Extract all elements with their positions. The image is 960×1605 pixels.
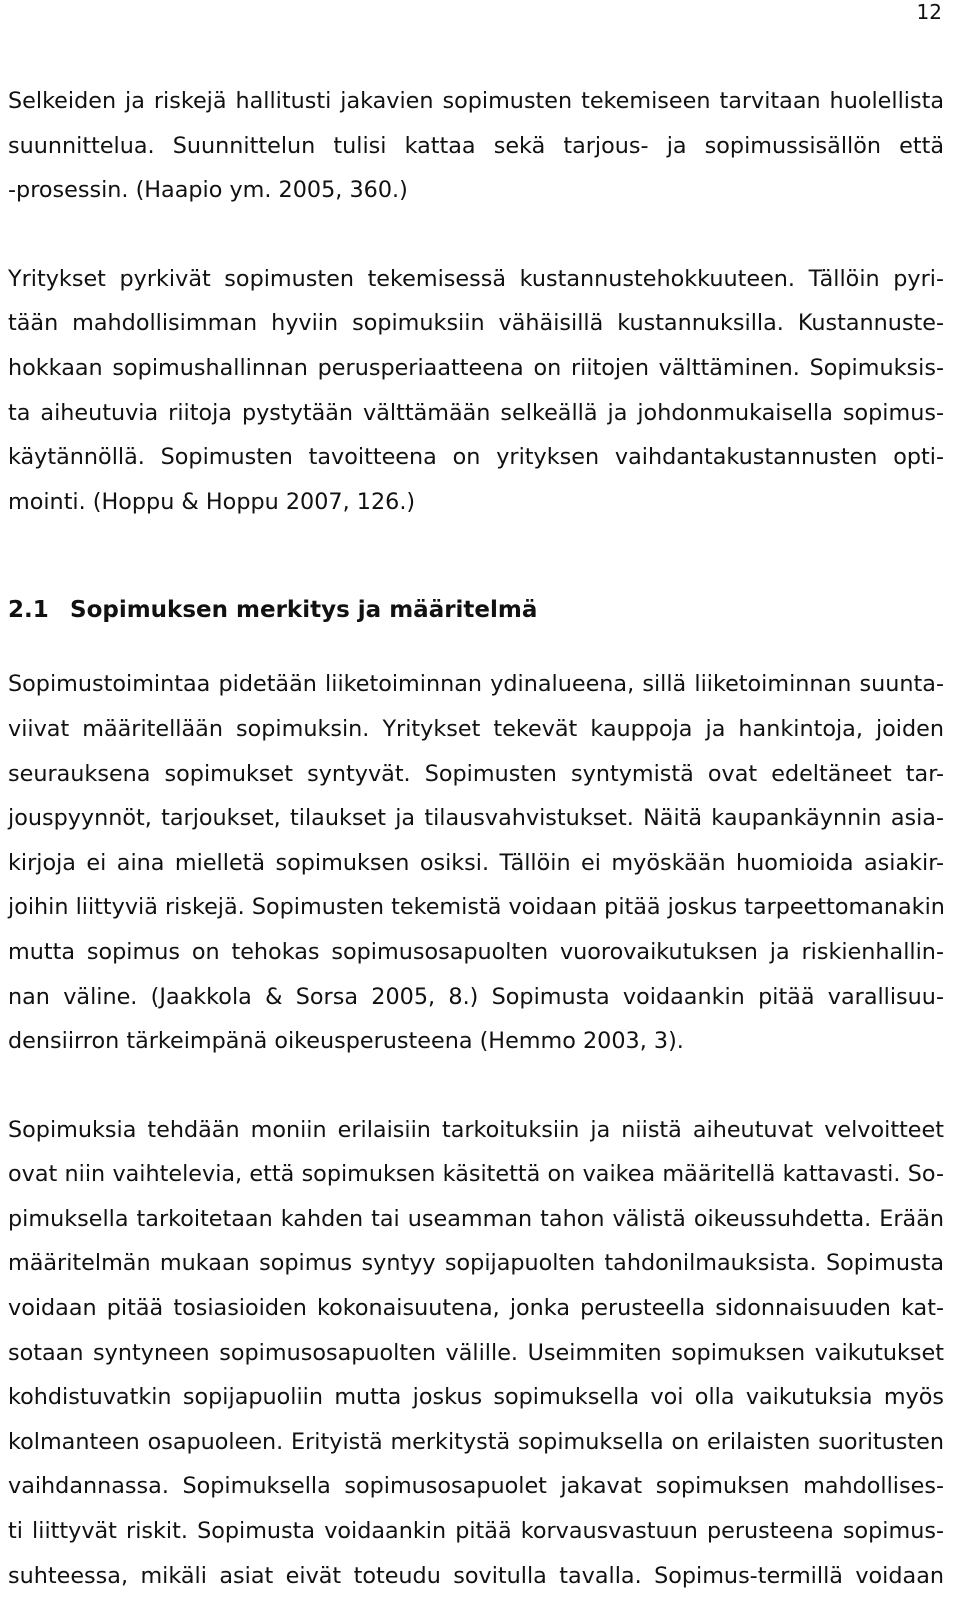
text-line: mointi. (Hoppu & Hoppu 2007, 126.)	[8, 488, 416, 515]
text-line: seurauksena sopimukset syntyvät. Sopimusten syntymistä ovat edeltäneet tar-	[8, 760, 944, 787]
text-line: densiirron tärkeimpänä oikeusperusteena (Hemmo 2003, 3).	[8, 1028, 684, 1055]
text-line: määritelmän mukaan sopimus syntyy sopijapuolten tahdonilmauksista. Sopimusta	[8, 1250, 944, 1277]
text-line: nan väline. (Jaakkola & Sorsa 2005, 8.) Sopimusta voidaankin pitää varallisuu-	[8, 983, 944, 1010]
text-line: sotaan syntyneen sopimusosapuolten välille. Useimmiten sopimuksen vaikutukset	[8, 1339, 944, 1366]
text-line: ta aiheutuvia riitoja pystytään välttämään selkeällä ja johdonmukaisella sopimus-	[8, 399, 944, 426]
text-line: vaihdannassa. Sopimuksella sopimusosapuolet jakavat sopimuksen mahdollises-	[8, 1473, 944, 1500]
text-line: joihin liittyviä riskejä. Sopimusten tekemistä voidaan pitää joskus tarpeettomanakin	[8, 894, 945, 921]
text-line: suhteessa, mikäli asiat eivät toteudu sovitulla tavalla. Sopimus-termillä voidaan	[8, 1562, 944, 1589]
paragraph	[8, 669, 944, 1070]
section-heading	[8, 595, 944, 625]
text-line: ti liittyvät riskit. Sopimusta voidaankin pitää korvausvastuun perusteena sopimus-	[8, 1518, 944, 1545]
text-line: viivat määritellään sopimuksin. Yritykset tekevät kauppoja ja hankintoja, joiden	[8, 715, 944, 742]
text-line: pimuksella tarkoitetaan kahden tai useamman tahon välistä oikeussuhdetta. Erään	[8, 1205, 944, 1232]
section-title: Sopimuksen merkitys ja määritelmä	[70, 597, 538, 624]
text-line: Yritykset pyrkivät sopimusten tekemisessä kustannustehokkuuteen. Tällöin pyri-	[8, 265, 944, 292]
text-line: Sopimuksia tehdään moniin erilaisiin tarkoituksiin ja niistä aiheutuvat velvoitteet	[8, 1116, 944, 1143]
document-body	[8, 86, 944, 1605]
text-line: kolmanteen osapuoleen. Erityistä merkitystä sopimuksella on erilaisten suoritusten	[8, 1428, 944, 1455]
text-line: tään mahdollisimman hyviin sopimuksiin vähäisillä kustannuksilla. Kustannuste-	[8, 310, 944, 337]
text-line: jouspyynnöt, tarjoukset, tilaukset ja tilausvahvistukset. Näitä kaupankäynnin asia-	[8, 805, 944, 832]
paragraph	[8, 86, 944, 220]
text-line: -prosessin. (Haapio ym. 2005, 360.)	[8, 177, 408, 204]
text-line: ovat niin vaihtelevia, että sopimuksen käsitettä on vaikea määritellä kattavasti. So-	[8, 1161, 944, 1188]
page-number: 12	[916, 0, 942, 24]
section-number: 2.1	[8, 597, 49, 624]
text-line: suunnittelua. Suunnittelun tulisi kattaa sekä tarjous- ja sopimussisällön että	[8, 132, 944, 159]
text-line: käytännöllä. Sopimusten tavoitteena on yrityksen vaihdantakustannusten opti-	[8, 444, 944, 471]
text-line: hokkaan sopimushallinnan perusperiaatteena on riitojen välttäminen. Sopimuksis-	[8, 354, 944, 381]
text-line: Selkeiden ja riskejä hallitusti jakavien sopimusten tekemiseen tarvitaan huolellista	[8, 88, 944, 114]
paragraph	[8, 1115, 944, 1605]
text-line: Sopimustoimintaa pidetään liiketoiminnan ydinalueena, sillä liiketoiminnan suunta-	[8, 671, 944, 698]
text-line: mutta sopimus on tehokas sopimusosapuolten vuorovaikutuksen ja riskienhallin-	[8, 938, 944, 965]
text-line: kohdistuvatkin sopijapuoliin mutta joskus sopimuksella voi olla vaikutuksia myös	[8, 1384, 944, 1411]
text-line: voidaan pitää tosiasioiden kokonaisuutena, jonka perusteella sidonnaisuuden kat-	[8, 1295, 944, 1322]
text-line: kirjoja ei aina mielletä sopimuksen osiksi. Tällöin ei myöskään huomioida asiakir-	[8, 849, 944, 876]
paragraph	[8, 264, 944, 532]
